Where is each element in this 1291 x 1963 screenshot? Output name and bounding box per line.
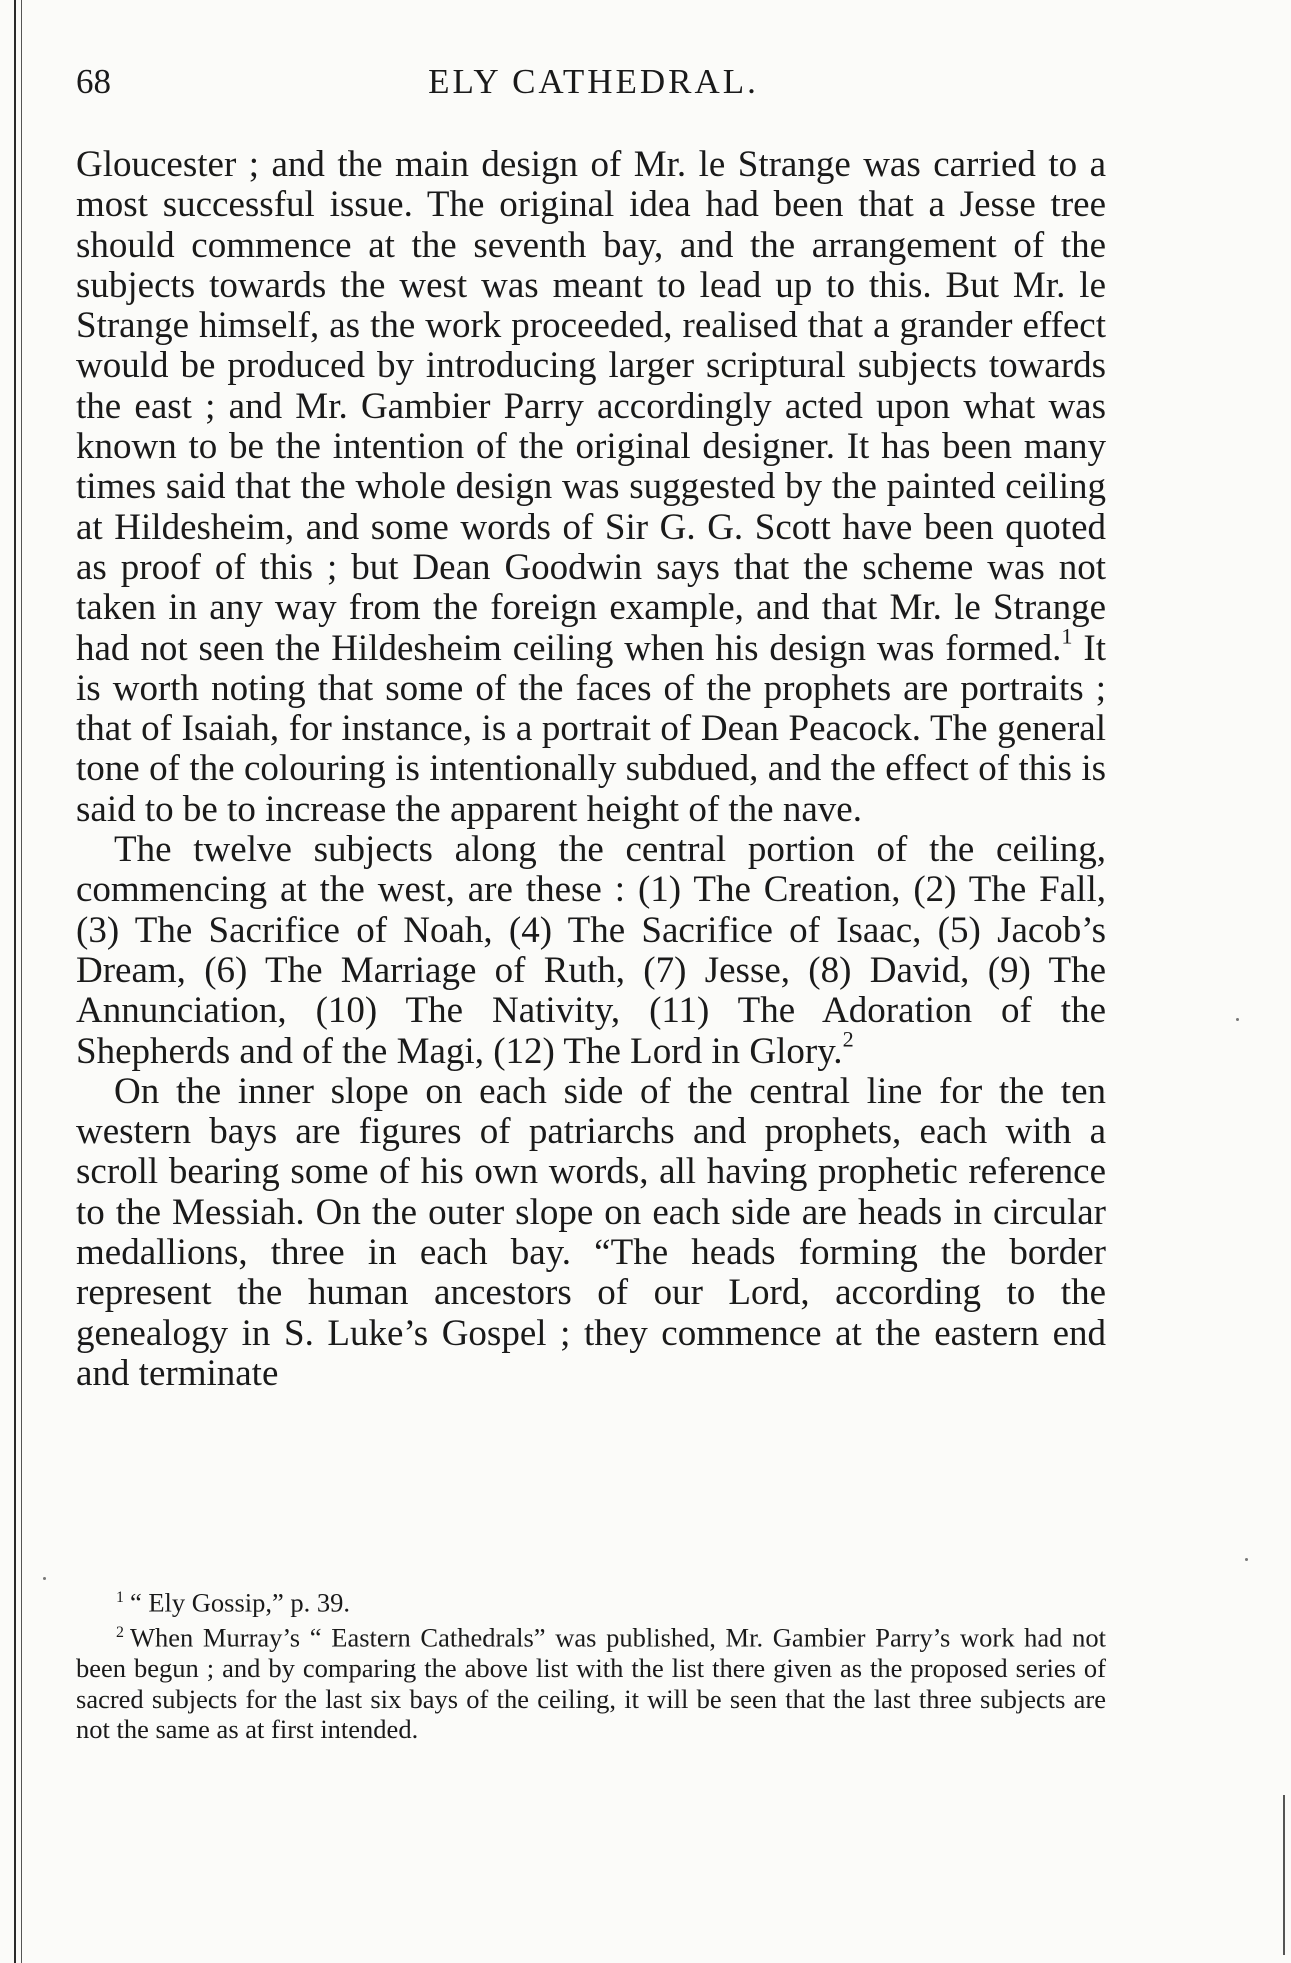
footnote-ref-2: 2 <box>842 1025 854 1051</box>
running-head: ELY CATHEDRAL. <box>428 62 759 101</box>
paper-speck <box>1245 1558 1248 1561</box>
page-edge-mark <box>1283 1795 1285 1955</box>
page-header <box>76 62 1111 112</box>
footnote-2-mark: 2 <box>116 1624 124 1642</box>
paragraph-1 <box>76 145 1106 830</box>
page-number: 68 <box>76 62 111 101</box>
footnote-1-mark: 1 <box>116 1589 124 1606</box>
paragraph-3-text: On the inner slope on each side of the central line for the ten western bays are figures of patriarchs and prophets, each with a scroll bearing some of his own words, all having prophetic reference to the Messiah. On the outer slope on each side are heads in circular medallions, three in each bay. “The heads forming the border represent the human ancestors of our Lord, according to the genealogy in S. Luke’s Gospel ; they commence at the eastern end and terminate <box>76 1070 1106 1394</box>
paper-speck <box>1236 1018 1239 1021</box>
paragraph-1-text: Gloucester ; and the main design of Mr. le Strange was carried to a most successful issue. The original idea had been that a Jesse tree should commence at the seventh bay, and the arrangement of the subjects towards the west was meant to lead up to this. But Mr. le Strange himself, as the work proceeded, realised that a grander effect would be produced by introducing larger scriptural subjects towards the east ; and Mr. Gambier Parry accordingly acted upon what was known to be the intention of the original designer. It has been many times said that the whole design was suggested by the painted ceiling at Hildesheim, and some words of Sir G. G. Scott have been quoted as proof of this ; but Dean Goodwin says that the scheme was not taken in any way from the foreign example, and that Mr. le Strange had not seen the Hildesheim ceiling when his design was formed. <box>76 144 1106 669</box>
footnote-1 <box>76 1583 1106 1618</box>
body-text <box>76 145 1106 1394</box>
footnote-2 <box>76 1618 1106 1745</box>
footnotes <box>76 1583 1106 1745</box>
paragraph-1-continued: It is worth noting that some of the faces of the prophets are portraits ; that of Isaiah, for instance, is a portrait of Dean Peacock. The general tone of the colouring is intentionally subdued, and the effect of this is said to be to increase the apparent height of the nave. <box>76 627 1106 830</box>
footnote-1-text: “ Ely Gossip,” p. 39. <box>129 1587 351 1618</box>
paragraph-2-text: The twelve subjects along the central portion of the ceiling, commencing at the west, are these : (1) The Creation, (2) The Fall, (3) The Sacrifice of Noah, (4) The Sacrifice of Isaac, (5) Jacob’s Dream, (6) The Marriage of Ruth, (7) Jesse, (8) David, (9) The Annunciation, (10) The Nativity, (11) The Adoration of the Shepherds and of the Magi, (12) The Lord in Glory. <box>76 829 1106 1072</box>
footnote-ref-1: 1 <box>1061 622 1073 648</box>
paragraph-3 <box>76 1072 1106 1394</box>
gutter-edge <box>14 0 16 1963</box>
footnote-2-text: When Murray’s “ Eastern Cathedrals” was published, Mr. Gambier Parry’s work had not been begun ; and by comparing the above list with the list there given as the proposed series of sacred subjects for the last six bays of the ceiling, it will be seen that the last three subjects are not the same as at first intended. <box>76 1622 1106 1745</box>
gutter-edge-inner <box>21 0 22 1963</box>
paragraph-2 <box>76 830 1106 1072</box>
paper-speck <box>43 1577 46 1580</box>
